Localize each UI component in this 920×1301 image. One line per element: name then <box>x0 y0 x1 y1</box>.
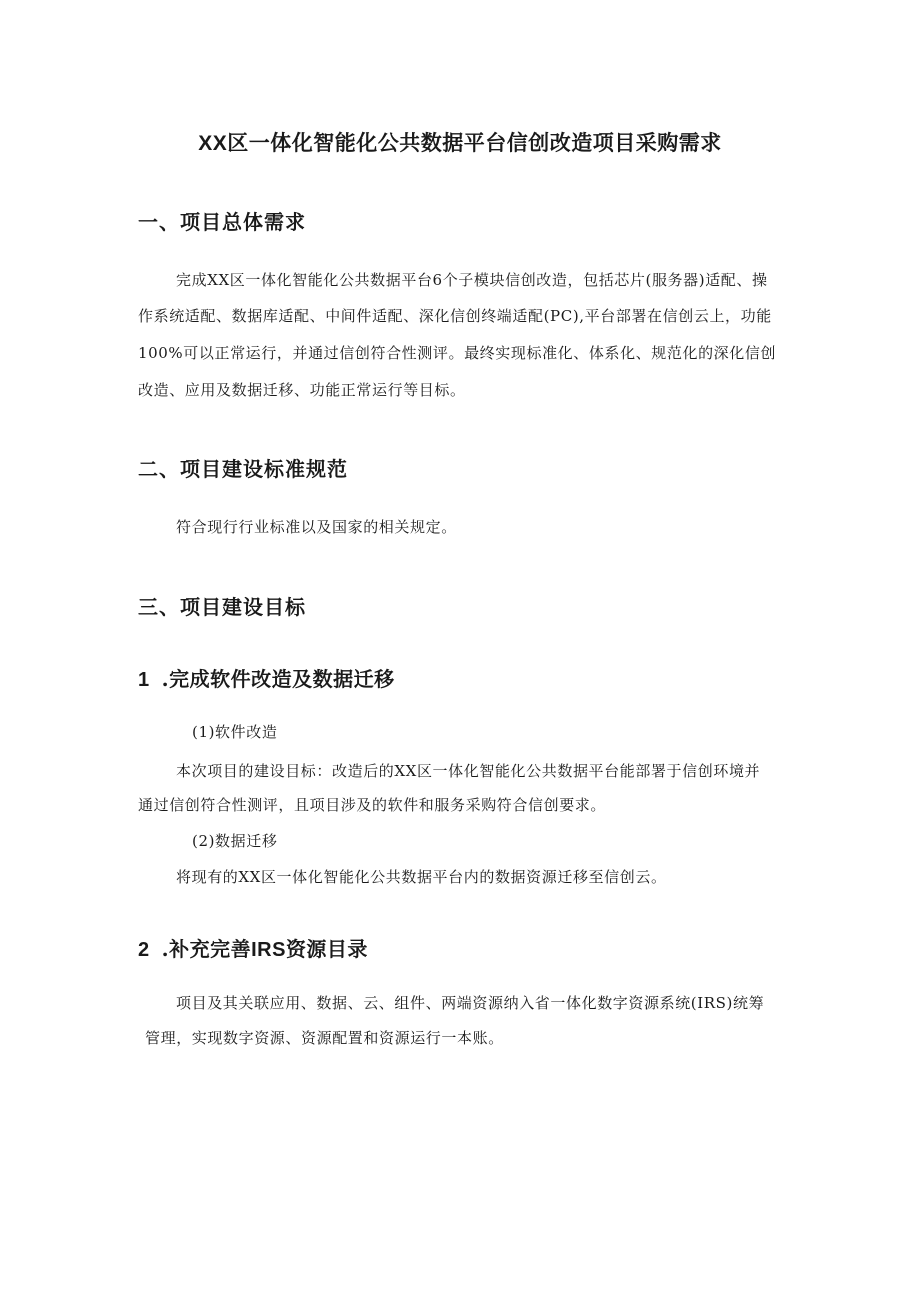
subsection2-line-2: 管理，实现数字资源、资源配置和资源运行一本账。 <box>145 1029 504 1047</box>
subsection2-title-bold: IRS <box>251 939 286 961</box>
item1-line-2: 通过信创符合性测评，且项目涉及的软件和服务采购符合信创要求。 <box>138 796 607 814</box>
section2-text: 符合现行行业标准以及国家的相关规定。 <box>176 518 457 536</box>
subsection2-number: 2 <box>138 939 150 961</box>
section1-line-2: 作系统适配、数据库适配、中间件适配、深化信创终端适配(PC),平台部署在信创云上，功能 <box>138 307 772 325</box>
section1-line-4: 改造、应用及数据迁移、功能正常运行等目标。 <box>138 381 466 399</box>
title-text: 区一体化智能化公共数据平台信创改造项目采购需求 <box>227 130 722 155</box>
section1-heading: 一、项目总体需求 <box>138 210 306 234</box>
subsection1-title: .完成软件改造及数据迁移 <box>161 667 395 691</box>
item1-label: (1)软件改造 <box>192 723 278 741</box>
section2-heading: 二、项目建设标准规范 <box>138 457 348 481</box>
item2-label: (2)数据迁移 <box>192 832 278 850</box>
document-title <box>0 128 920 159</box>
subsection2-title-prefix: .补充完善 <box>161 937 252 961</box>
subsection2-line-1: 项目及其关联应用、数据、云、组件、两端资源纳入省一体化数字资源系统(IRS)统筹 <box>176 994 765 1012</box>
subsection1-number: 1 <box>138 669 150 691</box>
section1-line-3: 100%可以正常运行，并通过信创符合性测评。最终实现标准化、体系化、规范化的深化信创 <box>138 344 777 362</box>
subsection1-heading <box>138 665 395 694</box>
section1-line-1: 完成XX区一体化智能化公共数据平台6个子模块信创改造，包括芯片(服务器)适配、操 <box>176 271 768 289</box>
title-prefix: XX <box>198 132 228 155</box>
section3-heading: 三、项目建设目标 <box>138 595 306 619</box>
subsection2-heading <box>138 935 368 964</box>
item2-text: 将现有的XX区一体化智能化公共数据平台内的数据资源迁移至信创云。 <box>176 868 667 886</box>
subsection2-title-suffix: 资源目录 <box>285 937 368 961</box>
item1-line-1: 本次项目的建设目标：改造后的XX区一体化智能化公共数据平台能部署于信创环境并 <box>176 762 761 780</box>
